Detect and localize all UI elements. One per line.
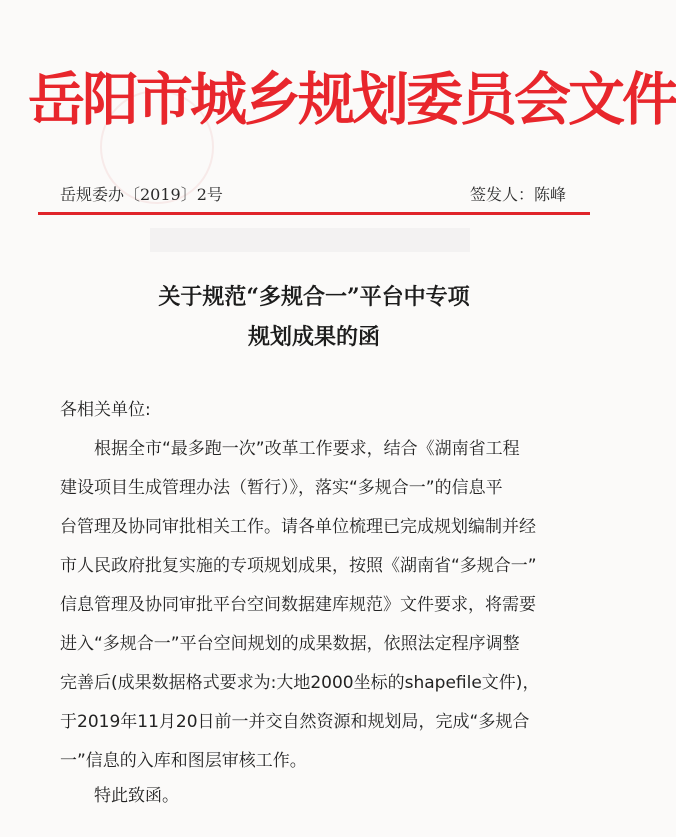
document-number: 岳规委办〔2019〕2号 <box>60 185 223 204</box>
red-separator-line <box>38 212 590 215</box>
bleed-through-text <box>150 228 470 252</box>
body-line: 完善后(成果数据格式要求为:大地2000坐标的shapefile文件)， <box>60 673 540 693</box>
body-line: 建设项目生成管理办法（暂行）》，落实“多规合一”的信息平 <box>60 478 503 498</box>
salutation: 各相关单位: <box>60 400 151 420</box>
body-line: 于2019年11月20日前一并交自然资源和规划局，完成“多规合 <box>60 712 530 732</box>
closing-remark: 特此致函。 <box>94 786 179 806</box>
body-line: 进入“多规合一”平台空间规划的成果数据，依照法定程序调整 <box>60 634 520 654</box>
body-line: 根据全市“最多跑一次”改革工作要求，结合《湖南省工程 <box>94 439 520 459</box>
body-line: 台管理及协同审批相关工作。请各单位梳理已完成规划编制并经 <box>60 517 536 537</box>
letter-title-line-1: 关于规范“多规合一”平台中专项 <box>158 284 470 310</box>
body-line: 市人民政府批复实施的专项规划成果，按照《湖南省“多规合一” <box>60 556 537 576</box>
letter-title-line-2: 规划成果的函 <box>247 324 380 350</box>
issuer-signature: 签发人：陈峰 <box>469 185 566 204</box>
body-line: 一”信息的入库和图层审核工作。 <box>60 751 307 771</box>
document-masthead: 岳阳市城乡规划委员会文件 <box>28 66 676 133</box>
body-line: 信息管理及协同审批平台空间数据建库规范》文件要求，将需要 <box>60 595 536 615</box>
